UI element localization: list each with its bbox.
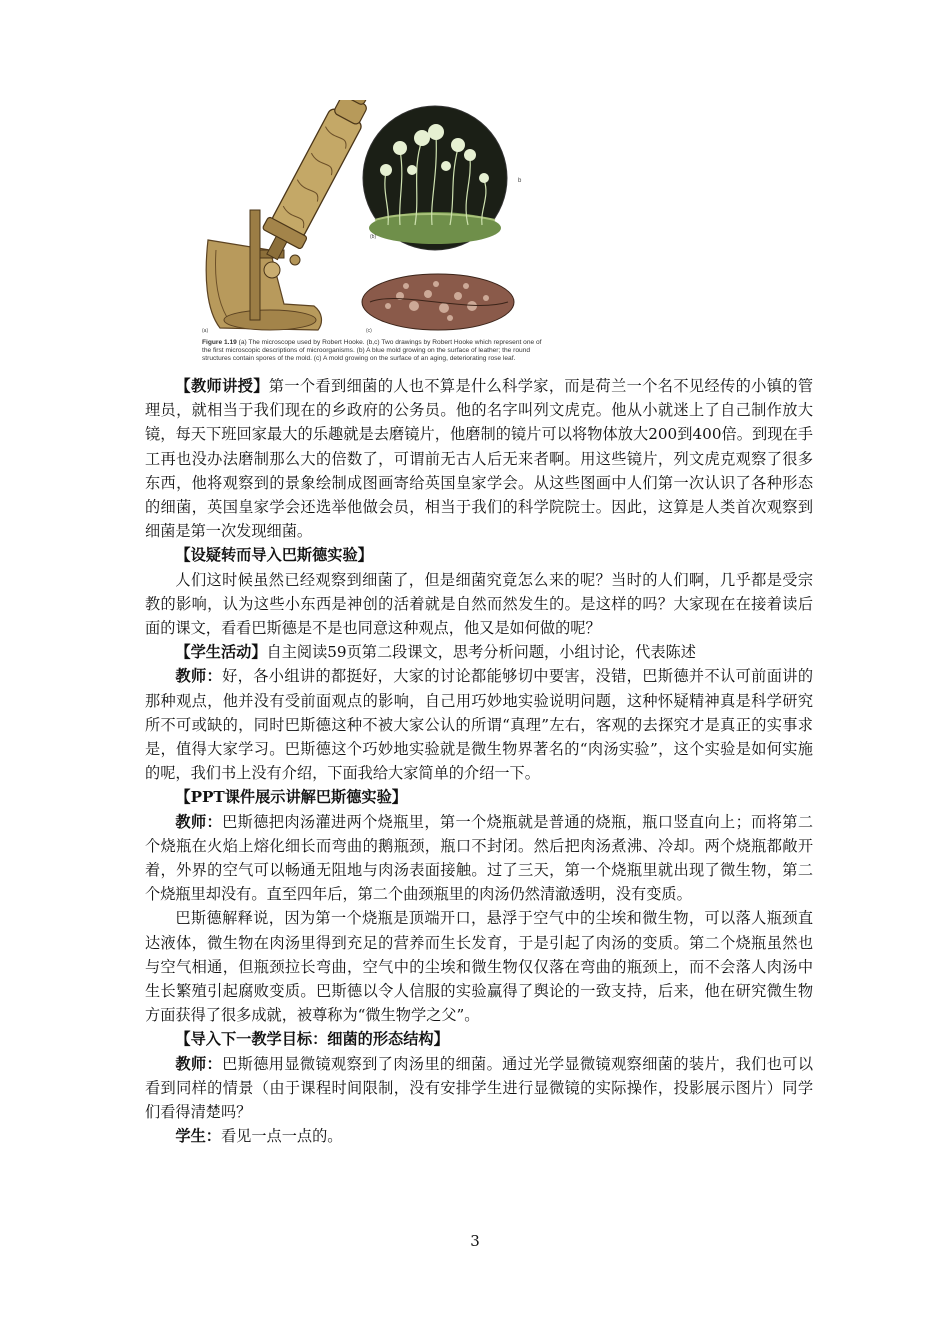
paragraph-teacher-microscope: 教师：巴斯德用显微镜观察到了肉汤里的细菌。通过光学显微镜观察细菌的装片，我们也可以看到同样的情景（由于课程时间限制，没有安排学生进行显微镜的实际操作，投影展示图片）同学们看得清楚吗？ bbox=[145, 1054, 814, 1122]
figure-hooke-microscope bbox=[200, 100, 545, 370]
mold-drawing-b bbox=[363, 106, 507, 250]
page-number: 3 bbox=[470, 1232, 480, 1250]
heading-ppt-experiment: 【PPT课件展示讲解巴斯德实验】 bbox=[175, 788, 407, 807]
paragraph-experiment-description: 教师：巴斯德把肉汤灌进两个烧瓶里，第一个烧瓶就是普通的烧瓶，瓶口竖直向上；而将第二个烧瓶在火焰上熔化细长而弯曲的鹅瓶颈，瓶口不封闭。然后把肉汤煮沸、冷却。两个烧瓶都敞开着，外界的空气可以畅通无阻地与肉汤表面接触。过了三天，第一个烧瓶里就出现了微生物，第二个烧瓶里却没有。直至四年后，第二个曲颈瓶里的肉汤仍然清澈透明，没有变质。 bbox=[145, 812, 814, 904]
paragraph-student-answer: 学生：看见一点一点的。 bbox=[175, 1127, 343, 1146]
label-scale: b bbox=[518, 178, 522, 184]
label-b: (b) bbox=[370, 234, 377, 240]
paragraph-student-activity: 【学生活动】自主阅读59页第二段课文，思考分析问题，小组讨论，代表陈述 bbox=[175, 643, 696, 662]
figure-caption-title: Figure 1.19 bbox=[202, 339, 237, 346]
heading-next-objective: 【导入下一教学目标：细菌的形态结构】 bbox=[175, 1030, 449, 1049]
paragraph-pasteur-explanation: 巴斯德解释说，因为第一个烧瓶是顶端开口，悬浮于空气中的尘埃和微生物，可以落人瓶颈直达液体，微生物在肉汤里得到充足的营养而生长发育，于是引起了肉汤的变质。第二个烧瓶虽然也与空气相通，但瓶颈拉长弯曲，空气中的尘埃和微生物仅仅落在弯曲的瓶颈上，而不会落人肉汤中生长繁殖引起腐败变质。巴斯德以令人信服的实验赢得了舆论的一致支持，后来，他在研究微生物方面获得了很多成就，被尊称为“微生物学之父”。 bbox=[145, 909, 813, 1025]
paragraph-teacher-lecture: 【教师讲授】第一个看到细菌的人也不算是什么科学家，而是荷兰一个名不见经传的小镇的管理员，就相当于我们现在的乡政府的公务员。他的名字叫列文虎克。他从小就迷上了自己制作放大镜，每天下班回家最大的乐趣就是去磨镜片，他磨制的镜片可以将物体放大200到400倍。到现在手工再也没办法磨制那么大的倍数了，可谓前无古人后无来者啊。用这些镜片，列文虎克观察了很多东西，他将观察到的景象绘制成图画寄给英国皇家学会。从这些图画中人们第一次认识了各种形态的细菌，英国皇家学会还选举他做会员，相当于我们的科学院院士。因此，这算是人类首次观察到细菌是第一次发现细菌。 bbox=[145, 377, 814, 541]
figure-caption bbox=[202, 339, 542, 363]
label-a: (a) bbox=[202, 328, 209, 334]
body-text bbox=[145, 374, 813, 1149]
heading-pasteur-intro: 【设疑转而导入巴斯德实验】 bbox=[175, 546, 373, 565]
paragraph-teacher-comment: 教师：好，各小组讲的都挺好，大家的讨论都能够切中要害，没错，巴斯德并不认可前面讲的那种观点，他并没有受前面观点的影响，自己用巧妙地实验说明问题，这种怀疑精神真是科学研究所不可或缺的，同时巴斯德这种不被大家公认的所谓“真理”左右，客观的去探究才是真正的实事求是，值得大家学习。巴斯德这个巧妙地实验就是微生物界著名的“肉汤实验”，这个实验是如何实施的呢，我们书上没有介绍，下面我给大家简单的介绍一下。 bbox=[145, 667, 814, 783]
microscope-drawing bbox=[206, 100, 382, 330]
figure-caption-text: (a) The microscope used by Robert Hooke. (b,c) Two drawings by Robert Hooke which represent one of the first microscopic descriptions of microorganisms. (b) A blue mold growing on the surface of leather; the round structures contain spores of the mold. (c) A mold growing on the surface of an aging, deteriorating rose leaf. bbox=[202, 339, 542, 362]
label-c: (c) bbox=[366, 328, 372, 334]
mold-drawing-c bbox=[362, 274, 514, 330]
figure-illustration bbox=[200, 100, 545, 340]
paragraph-question: 人们这时候虽然已经观察到细菌了，但是细菌究竟怎么来的呢？当时的人们啊，几乎都是受宗教的影响，认为这些小东西是神创的活着就是自然而然发生的。是这样的吗？大家现在在接着读后面的课文，看看巴斯德是不是也同意这种观点，他又是如何做的呢？ bbox=[145, 570, 813, 638]
